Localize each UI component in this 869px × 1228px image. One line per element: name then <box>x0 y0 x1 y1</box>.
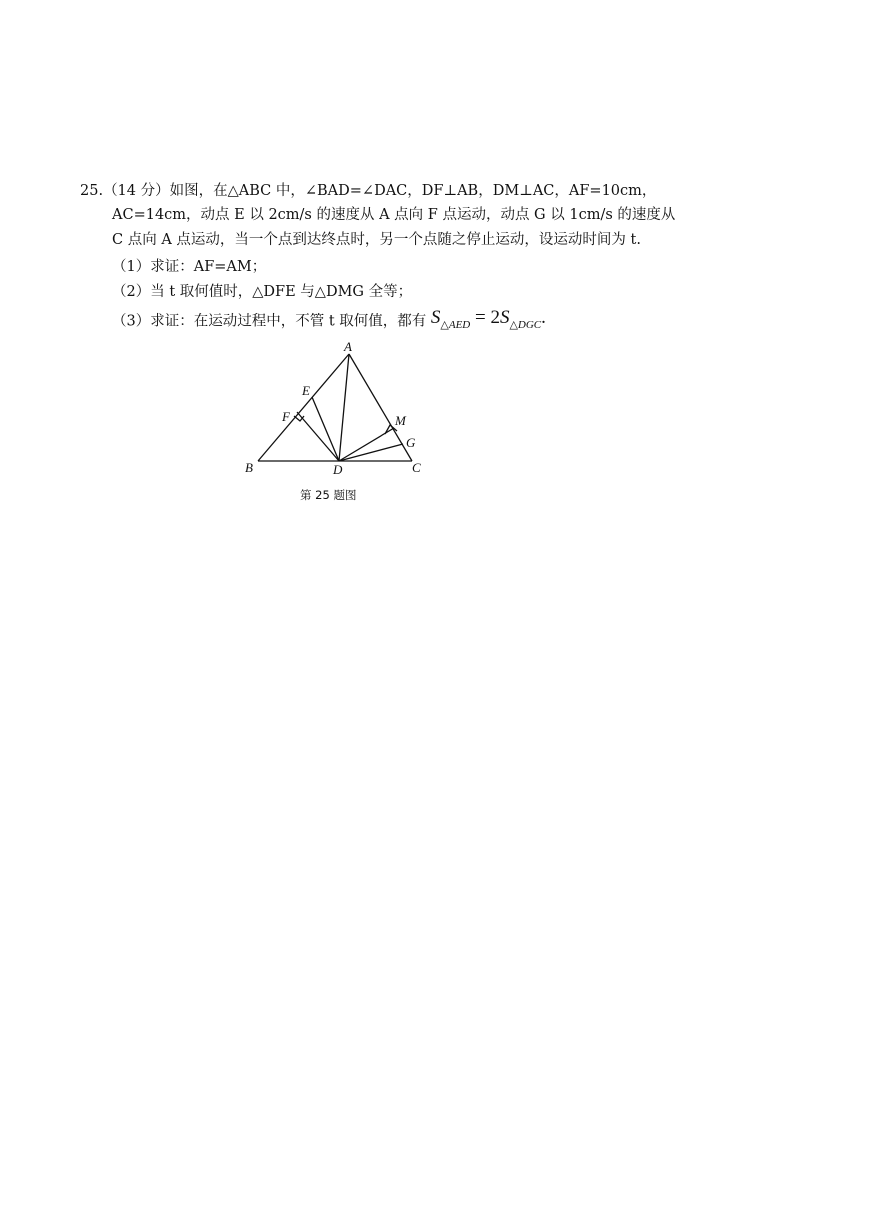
label-A: A <box>344 339 352 354</box>
problem-line-2: AC=14cm，动点 E 以 2cm/s 的速度从 A 点向 F 点运动，动点 G 以 1cm/s 的速度从 <box>112 207 676 223</box>
area-formula: $S_{\triangle AED} = 2S_{\triangle DGC}$. <box>430 307 546 331</box>
triangle-figure <box>240 338 440 478</box>
label-D: D <box>333 462 343 477</box>
problem-score: （14 分） <box>103 183 170 199</box>
problem-text-1: 如图，在△ABC 中，∠BAD=∠DAC，DF⊥AB，DM⊥AC，AF=10cm， <box>169 183 657 199</box>
label-E: E <box>302 383 310 398</box>
problem-line-3: C 点向 A 点运动，当一个点到达终点时，另一个点随之停止运动，设运动时间为 t. <box>112 232 641 248</box>
problem-line-1 <box>80 181 656 201</box>
problem-number: 25. <box>80 183 104 199</box>
label-M: M <box>395 413 406 428</box>
question-2: （2）当 t 取何值时，△DFE 与△DMG 全等； <box>112 284 413 300</box>
question-3-text: （3）求证：在运动过程中，不管 t 取何值，都有 <box>112 313 427 330</box>
label-C: C <box>412 460 421 475</box>
label-B: B <box>245 460 253 475</box>
figure-caption: 第 25 题图 <box>300 488 357 502</box>
question-1: （1）求证：AF=AM； <box>112 259 267 275</box>
label-F: F <box>282 409 290 424</box>
question-3 <box>112 308 546 335</box>
label-G: G <box>406 435 416 450</box>
